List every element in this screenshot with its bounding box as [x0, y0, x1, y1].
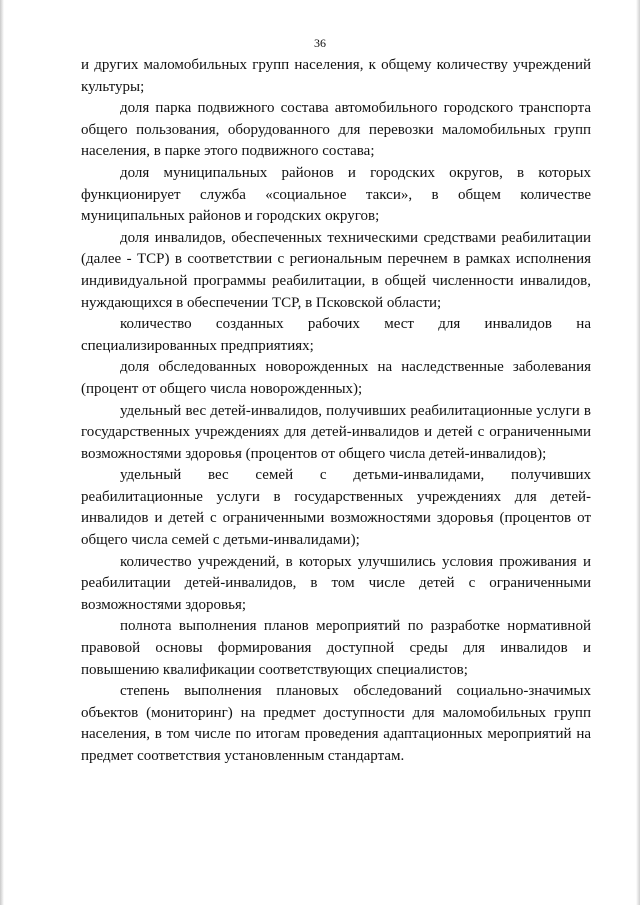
paragraph-newborn-screening: доля обследованных новорожденных на наследственные заболевания (процент от общего числа новорожденных); — [81, 359, 591, 397]
paragraph-improved-institutions: количество учреждений, в которых улучшились условия проживания и реабилитации детей-инвалидов, в том числе детей с ограниченными возможностями здоровья; — [81, 553, 591, 613]
paragraph-families-rehab: удельный вес семей с детьми-инвалидами, получивших реабилитационные услуги в государственных учреждениях для детей-инвалидов и детей с ограниченными возможностями здоровья (процентов от общего числа семей с детьми-инвалидами); — [81, 467, 591, 549]
paragraph-rehab-equipment-share: доля инвалидов, обеспеченных техническими средствами реабилитации (далее - ТСР) в соответствии с региональным перечнем в рамках исполнения индивидуальной программы реабилитации, в общей численности инвалидов, нуждающихся в обеспечении ТСР, в Псковской области; — [81, 229, 591, 311]
paragraph-social-taxi-share: доля муниципальных районов и городских округов, в которых функционирует служба «социальное такси», в общем количестве муниципальных районов и городских округов; — [81, 164, 591, 225]
paragraph-disabled-children-rehab: удельный вес детей-инвалидов, получивших реабилитационные услуги в государственных учреждениях для детей-инвалидов и детей с ограниченными возможностями здоровья (процентов от общего числа детей-инвалидов); — [81, 402, 591, 462]
paragraph-vehicle-fleet-share: доля парка подвижного состава автомобильного городского транспорта общего пользования, оборудованного для перевозки маломобильных групп населения, в парке этого подвижного состава; — [81, 100, 591, 160]
paragraph-regulatory-plans: полнота выполнения планов мероприятий по разработке нормативной правовой основы формирования доступной среды для инвалидов и повышению квалификации соответствующих специалистов; — [81, 618, 591, 678]
document-body — [81, 55, 591, 768]
paragraph-created-jobs: количество созданных рабочих мест для инвалидов на специализированных предприятиях; — [81, 316, 591, 354]
page-number: 36 — [314, 36, 326, 50]
paragraph-continuation: и других маломобильных групп населения, к общему количеству учреждений культуры; — [81, 57, 591, 95]
paragraph-monitoring-surveys: степень выполнения плановых обследований социально-значимых объектов (мониторинг) на предмет доступности для маломобильных групп населения, в том числе по итогам проведения адаптационных мероприятий на предмет соответствия установленным стандартам. — [81, 683, 591, 764]
scan-right-edge — [636, 0, 640, 905]
scan-left-edge — [0, 0, 4, 905]
